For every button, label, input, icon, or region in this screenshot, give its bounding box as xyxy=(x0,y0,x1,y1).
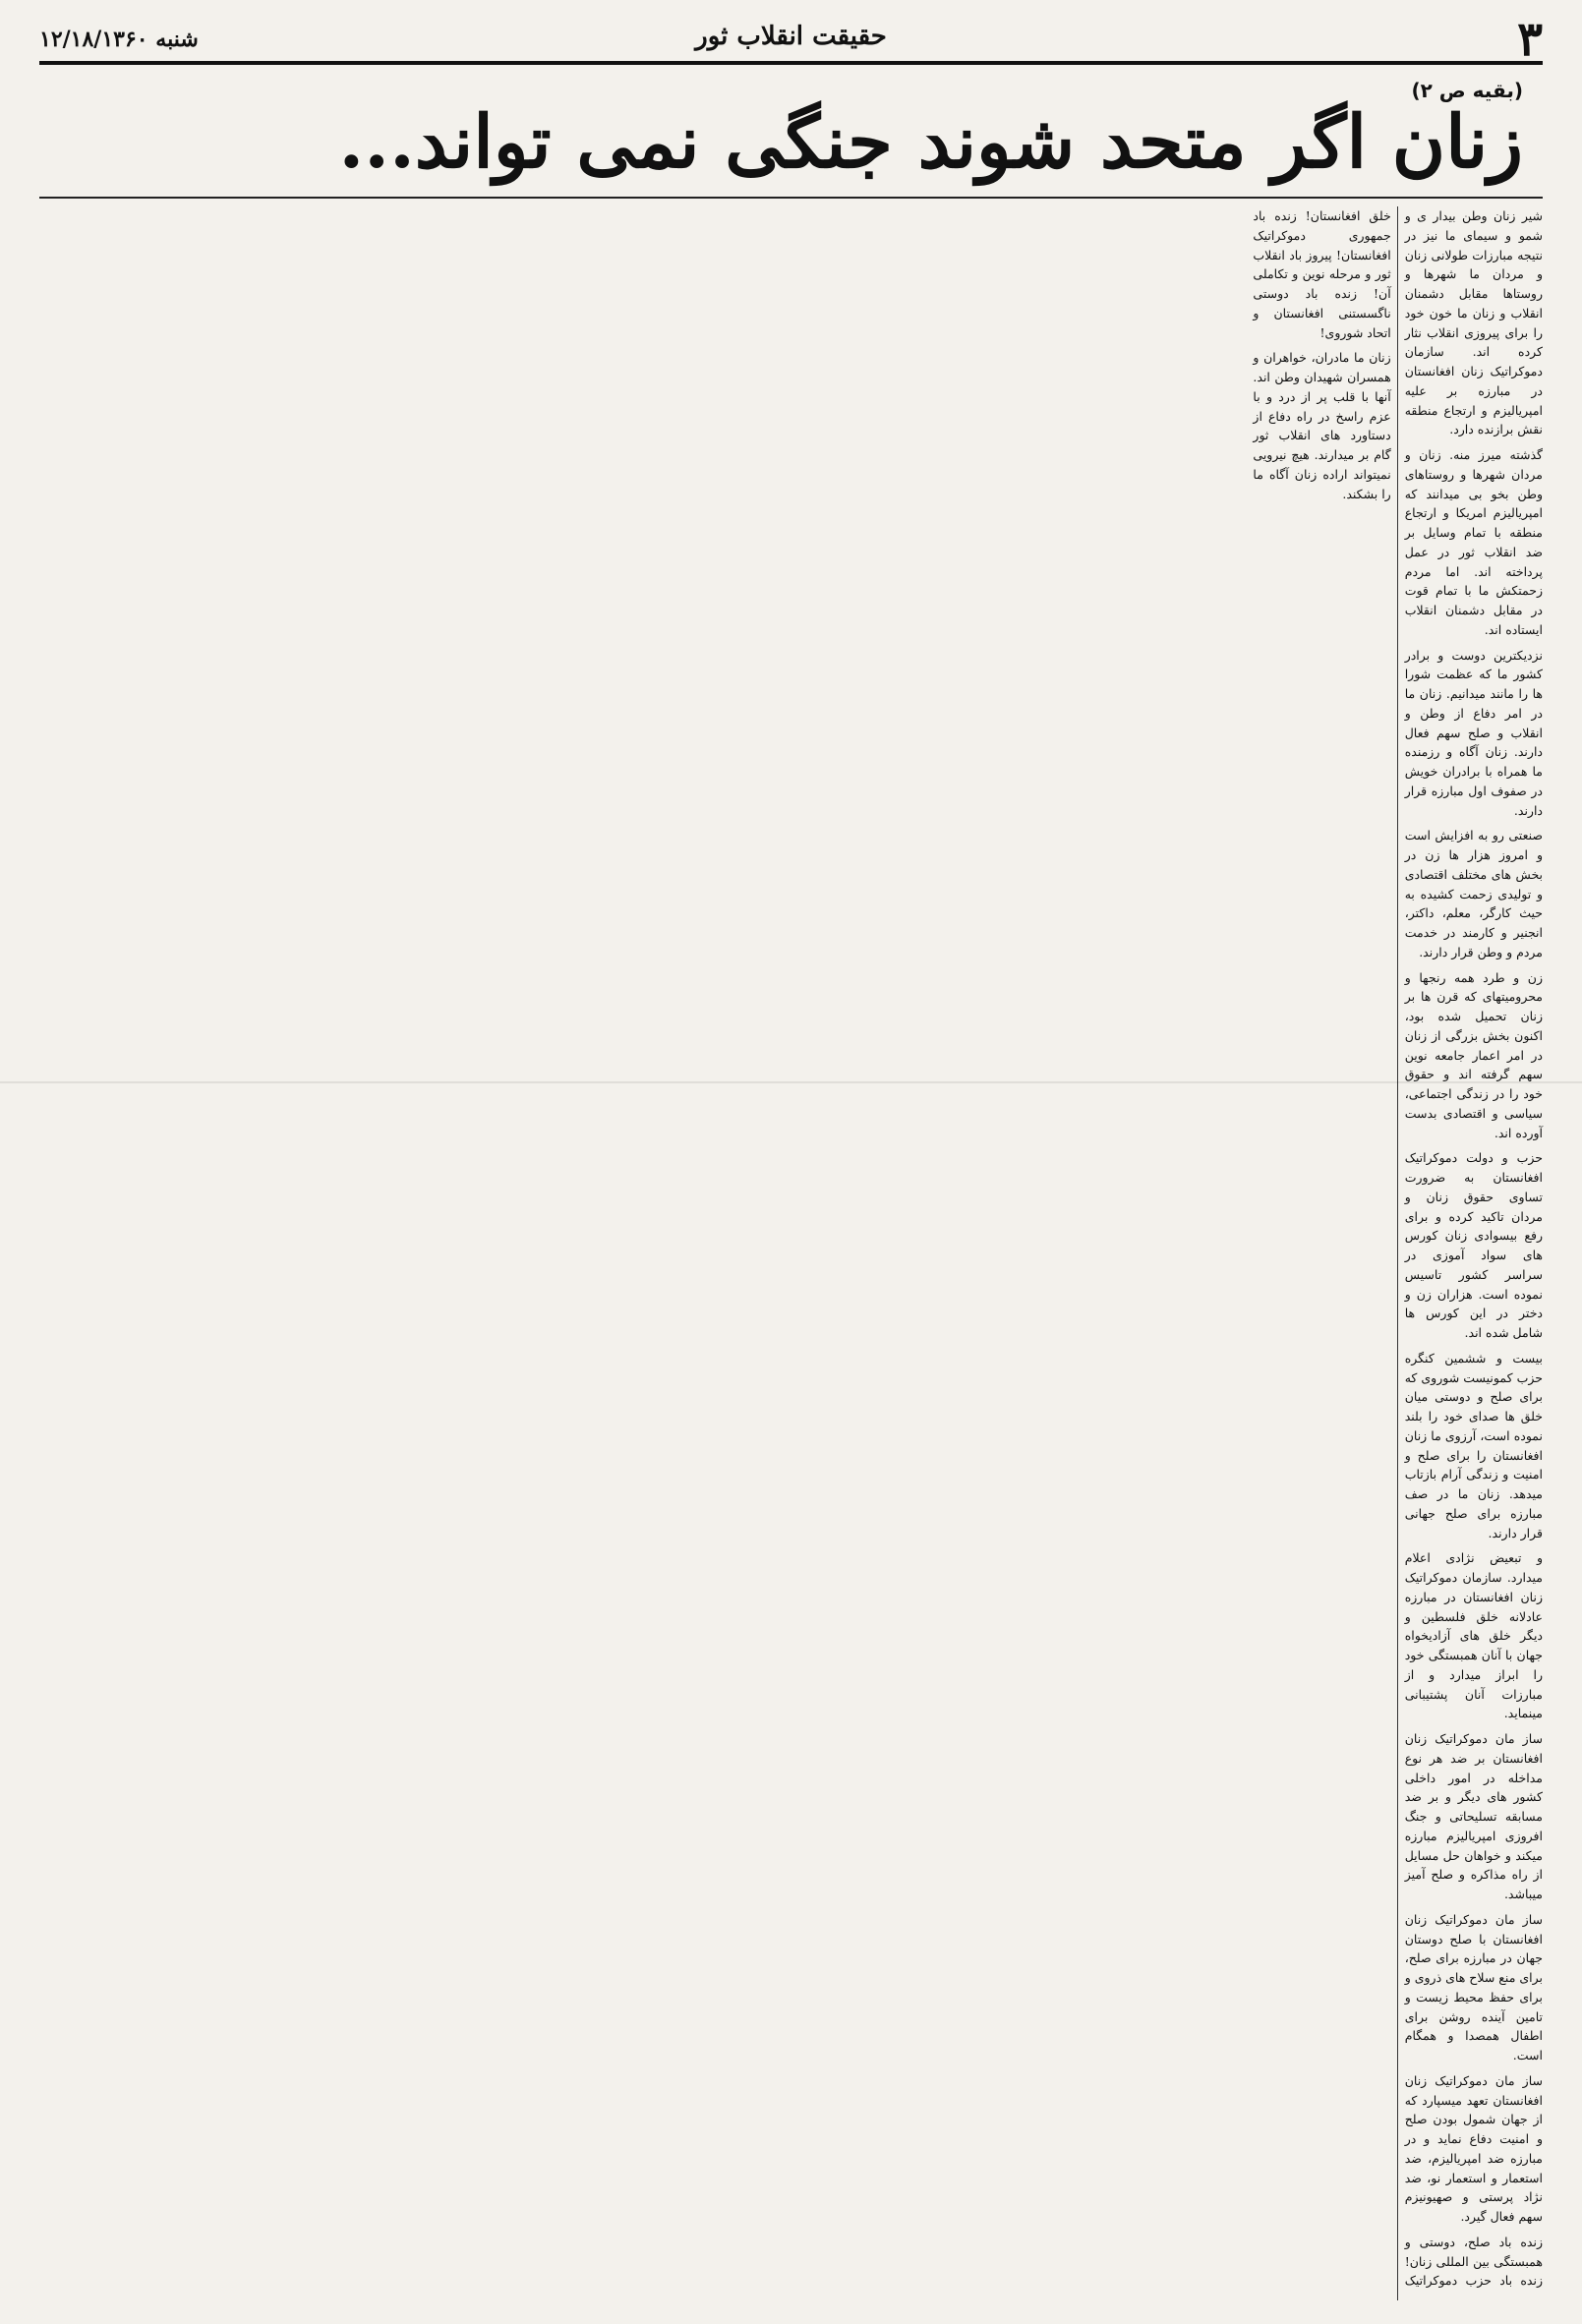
headline-area xyxy=(39,79,1543,199)
article-paragraph: گذشته میرز منه. زنان و مردان شهرها و روستاهای وطن بخو بی میدانند که امپریالیزم امریکا و ارتجاع منطقه با تمام وسایل بر ضد انقلاب ثور در عمل پرداخته اند. اما مردم زحمتکش ما با تمام قوت در مقابل دشمنان انقلاب ایستاده اند. xyxy=(1404,447,1543,637)
article-paragraph: ساز مان دموکراتیک زنان افغانستان بر ضد هر نوع مداخله در امور داخلی کشور های دیگر و بر ضد مسابقه تسلیحاتی و جنگ افروزی امپریالیزم مبارزه میکند و خواهان حل مسایل از راه مذاکره و صلح آمیز میباشد. xyxy=(1404,1731,1543,1901)
article-paragraph: شیر زنان وطن بیدار ی و شمو و سیمای ما نیز در نتیجه مبارزات طولانی زنان و مردان ما شهرها و روستاها مقابل دشمنان انقلاب و زنان ما خون خود را برای پیروزی انقلاب نثار کرده اند. سازمان دموکراتیک زنان افغانستان در مبارزه بر علیه امپریالیزم و ارتجاع منطقه نقش برازنده دارد. xyxy=(1404,208,1543,437)
continuation-note: (بقیه ص ۲) xyxy=(1411,79,1523,102)
article-paragraph: زنان ما مادران، خواهران و همسران شهیدان وطن اند. آنها با قلب پر از درد و با عزم راسخ در راه دفاع از دستاورد های انقلاب ثور گام بر میدارند. هیچ نیرویی نمیتواند اراده زنان آگاه ما را بشکند. xyxy=(1253,350,1391,501)
page-number: ۳ xyxy=(1517,12,1543,67)
issue-date: شنبه ۱۲/۱۸/۱۳۶۰ xyxy=(39,27,199,52)
article-paragraph: نزدیکترین دوست و برادر کشور ما که عظمت شورا ها را مانند میدانیم. زنان ما در امر دفاع از وطن و انقلاب و صلح سهم فعال دارند. زنان آگاه و رزمنده ما همراه با برادران خویش در صفوف اول مبارزه قرار دارند. xyxy=(1404,647,1543,818)
article-paragraph: ساز مان دموکراتیک زنان افغانستان تعهد میسپارد که از جهان شمول بودن صلح و امنیت دفاع نماید و در مبارزه ضد امپریالیزم، ضد استعمار و استعمار نو، ضد نژاد پرستی و صهیونیزم سهم فعال گیرد. xyxy=(1404,2072,1543,2224)
article-paragraph: بیست و ششمین کنگره حزب کمونیست شوروی که برای صلح و دوستی میان خلق ها صدای خود را بلند نموده است، آرزوی ما زنان افغانستان را برای صلح و امنیت و زندگی آرام بازتاب میدهد. زنان ما در صف مبارزه برای صلح جهانی قرار دارند. xyxy=(1404,1350,1543,1540)
headline: زنان اگر متحد شوند جنگی نمی تواند... xyxy=(338,100,1523,185)
article-paragraph: ساز مان دموکراتیک زنان افغانستان با صلح دوستان جهان در مبارزه برای صلح، برای منع سلاح های ذروی و برای حفظ محیط زیست و تامین آینده روشن برای اطفال همصدا و همگام است. xyxy=(1404,1911,1543,2063)
article-paragraph: حزب و دولت دموکراتیک افغانستان به ضرورت تساوی حقوق زنان و مردان تاکید کرده و برای رفع بیسوادی زنان کورس های سواد آموزی در سراسر کشور تاسیس نموده است. هزاران زن و دختر در این کورس ها شامل شده اند. xyxy=(1404,1150,1543,1340)
publication-title: حقیقت انقلاب ثور xyxy=(685,22,897,51)
page-fold xyxy=(0,1081,1582,1083)
article-paragraph: زن و طرد همه رنجها و محرومیتهای که قرن ها بر زنان تحمیل شده بود، اکنون بخش بزرگی از زنان در امر اعمار جامعه نوین سهم گرفته اند و حقوق خود را در زندگی اجتماعی، سیاسی و اقتصادی بدست آورده اند. xyxy=(1404,969,1543,1140)
header-rule xyxy=(39,61,1543,65)
article-paragraph: صنعتی رو به افزایش است و امروز هزار ها زن در بخش های مختلف اقتصادی و تولیدی زحمت کشیده به حیث کارگر، معلم، داکتر، انجنیر و کارمند در خدمت مردم و وطن قرار دارند. xyxy=(1404,828,1543,959)
article-body xyxy=(39,206,1543,2300)
article-paragraph: زنده باد صلح، دوستی و همبستگی بین المللی زنان! زنده باد حزب دموکراتیک خلق افغانستان! زنده باد جمهوری دموکراتیک افغانستان! پیروز باد انقلاب ثور و مرحله نوین و تکاملی آن! زنده باد دوستی ناگسستنی افغانستان و اتحاد شوروی! xyxy=(1253,208,1543,2289)
article-paragraph: و تبعیض نژادی اعلام میدارد. سازمان دموکراتیک زنان افغانستان در مبارزه عادلانه خلق فلسطین و دیگر خلق های آزادیخواه جهان با آنان همبستگی خود را ابراز میدارد و از مبارزات آنان پشتیبانی مینماید. xyxy=(1404,1550,1543,1721)
